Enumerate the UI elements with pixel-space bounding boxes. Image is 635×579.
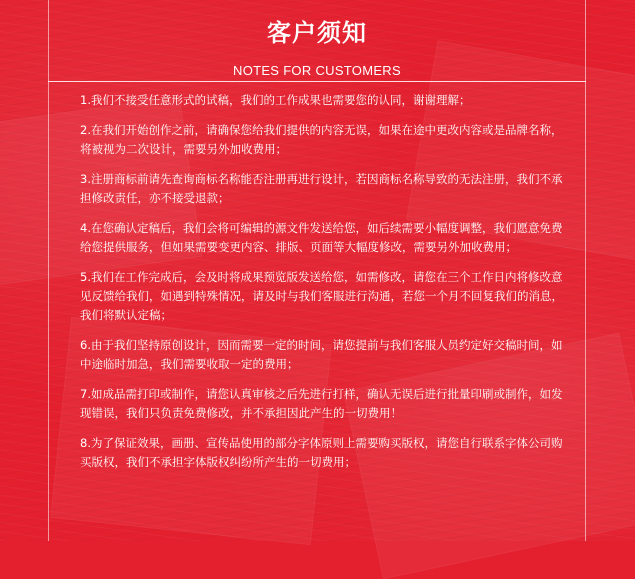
note-item: 3.注册商标前请先查询商标名称能否注册再进行设计，若因商标名称导致的无法注册，我们不承担修改责任，亦不接受退款； [80, 172, 563, 205]
page-title: 客户须知 [267, 19, 367, 47]
divider [48, 81, 586, 82]
note-item: 1.我们不接受任意形式的试稿，我们的工作成果也需要您的认同，谢谢理解； [80, 93, 471, 107]
note-item: 5.我们在工作完成后，会及时将成果预览版发送给您，如需修改，请您在三个工作日内将修改意见反馈给我们，如遇到特殊情况，请及时与我们客服进行沟通，若您一个月不回复我们的消息，我们将默认定稿； [80, 270, 563, 322]
note-item: 8.为了保证效果，画册、宣传品使用的部分字体原则上需要购买版权，请您自行联系字体公司购买版权，我们不承担字体版权纠纷所产生的一切费用； [80, 436, 563, 469]
notes-list [48, 91, 586, 472]
note-item: 4.在您确认定稿后，我们会将可编辑的源文件发送给您，如后续需要小幅度调整，我们愿意免费给您提供服务，但如果需要变更内容、排版、页面等大幅度修改，需要另外加收费用； [80, 221, 563, 254]
note-item: 6.由于我们坚持原创设计，因而需要一定的时间，请您提前与我们客服人员约定好交稿时间，如中途临时加急，我们需要收取一定的费用； [80, 338, 563, 371]
note-item: 7.如成品需打印或制作，请您认真审核之后先进行打样，确认无误后进行批量印刷或制作，如发现错误，我们只负责免费修改，并不承担因此产生的一切费用！ [80, 387, 563, 420]
notes-panel [48, 0, 586, 541]
page-subtitle: NOTES FOR CUSTOMERS [233, 63, 401, 78]
note-item: 2.在我们开始创作之前，请确保您给我们提供的内容无误，如果在途中更改内容或是品牌名称，将被视为二次设计，需要另外加收费用； [80, 123, 563, 156]
